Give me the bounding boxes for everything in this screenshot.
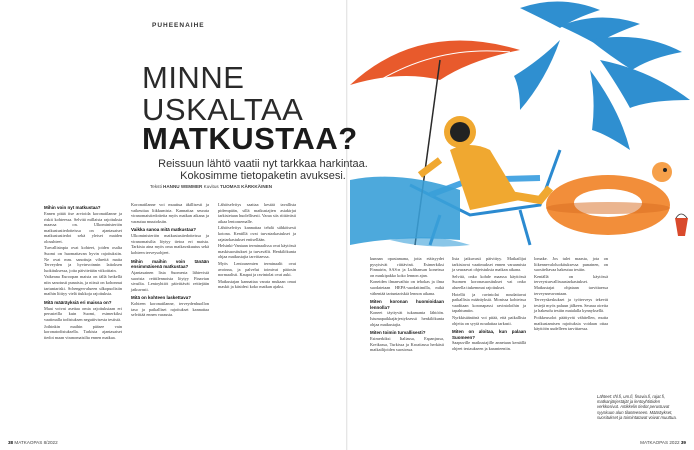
body-paragraph: Ulkoministeriön matkustustiedotteissa ja viranomaisilta löytyy tietoa eri maista. Tarkista aina myös oma matkavakuutus sekä kohteen terveysohjeet.: [131, 233, 209, 256]
body-paragraph: Koneiden ilmanvaihto on tehokas ja ilma suodatetaan HEPA-suodattimilla, mikä vähentää tartuntariskiä lennon aikana.: [370, 279, 444, 296]
palm-leaves: [514, 1, 690, 150]
subheading: Miten on aloitaa, kun palaan Suomeen?: [452, 329, 526, 340]
section-label: PUHEENAIHE: [152, 22, 205, 29]
body-column-6: [534, 256, 608, 333]
subheading: Vaikka sanoa mitä matkustaa?: [131, 227, 197, 233]
body-paragraph: Selvitä, onko kohde maassa käyttössä Suomen koronasuositukset vai onko alueella tiukemmat rajoitukset.: [452, 273, 526, 290]
body-paragraph: Lähtöselvitys saattaa kestää tavallista pidempään, sillä matkustajien asiakirjat tarkistetaan huolellisesti. Varaa siis riittävästi aikaa lentoasemalle.: [218, 202, 296, 224]
subheading: Mitä määräyksiä eri maissa on?: [44, 299, 112, 305]
folio-left: [8, 440, 58, 445]
byline-author: HANNU WEMMER: [163, 184, 203, 189]
subheading: Mihin maihin voin tänään ensimmäisenä matkustaa?: [131, 258, 209, 270]
subheading: Mihin voin nyt matkustaa?: [44, 205, 101, 210]
body-paragraph: Turvallisinpia ovat kohteet, joiden osalta Suomi on huomattavan hyvin rajoituksiin. Ne ovat mm. sanottuja vihreitä maita Terveyden ja hyvinvoinnin laitoksen luokituksessa, joita päivitetään viikoittain.: [44, 245, 122, 273]
body-paragraph: Matkustajan kannattaa varata mukaan omat maskit ja käsidesi koko matkan ajaksi.: [218, 278, 296, 290]
byline-text-label: Teksti: [150, 184, 162, 189]
subheading: Mitä on kohteen laskettava?: [131, 295, 192, 301]
body-paragraph: Helsinki-Vantaan terminaalissa ovat käytössä maskisuositukset ja turvavälit. Henkilökunta ohjaa matkustajia tarvittaessa.: [218, 243, 296, 260]
swim-ring: [546, 162, 672, 235]
headline-line-2: USKALTAA: [142, 92, 304, 127]
body-paragraph: Poikkeusolot päättyvät vähitellen, mutta matkustamisen rajoituksia voidaan ottaa käyttöön uudelleen tarvittaessa.: [534, 314, 608, 332]
body-column-3: [218, 202, 296, 291]
issue-left: 8/2022: [43, 440, 58, 445]
body-paragraph: Esimerkiksi Italiassa, Espanjassa, Kreikassa, Turkissa ja Kroatiassa herkästi matkailijoiden suosiossa.: [370, 336, 444, 353]
body-paragraph: Ajantasainen lista Suomesta lähtevistä suorista reittilennoista löytyy Finavian sivuilta. Lentoyhtiöt päivittävät reittejään jatkuvasti.: [131, 269, 209, 292]
body-column-4: [370, 256, 444, 354]
body-column-2: [131, 202, 209, 319]
body-paragraph: Joihinkin maihin pääsee vain koronatodistuksella. Tarkista ajantasaiset tiedot maan viranomaisilta ennen matkaa.: [44, 323, 122, 340]
page-number-right: 39: [680, 440, 686, 445]
sources-caption: Lähteet: thl.fi, um.fi, finavia.fi, rajat.fi, matkanjärjestäjät ja lentoyhtiöiden verkkosivut. Artikkelin tiedot perustuvat syyskuun alun tilanteeseen. Määräykset, suositukset ja toimintatavat voivat muuttua.: [597, 394, 677, 420]
body-paragraph: Ennen pitää itse arvioida koronatilanne ja riskit kohteessa. Selvitä millaista rajoituksia maassa on. Ulkoministeriön matkustustiedotteissa on ajantasaiset matkustustiedot sekä yleiset maiden olosuhteet.: [44, 210, 122, 244]
body-paragraph: Saapuville matkustajille annetaan kentällä ohjeet testaukseen ja karanteeniin.: [452, 340, 526, 352]
body-paragraph: Kohteen koronatilanne, terveydenhuollon taso ja paikalliset rajoitukset kannattaa selvittää ennen varausta.: [131, 301, 209, 318]
body-paragraph: Vaikeana Euroopan maista on tällä hetkellä niin sanotusti punaisia, ja niissä on kohonnut tartuntariski. Schengen-alueen ulkopuolisiin maihin liittyy vielä tiukkoja rajoituksia.: [44, 274, 122, 297]
headline-line-1: MINNE: [142, 60, 245, 95]
body-paragraph: Koronatilanne voi muuttua äkillisesti ja vaikeuttaa liikkumista. Kannattaa seurata viranomaistiedotteita myös matkan aikana ja varautua muutoksiin.: [131, 202, 209, 224]
body-paragraph: Nyrkkisääntönä voi pitää, että paikallisia ohjeita on syytä noudattaa tarkasti.: [452, 314, 526, 326]
folio-right: [640, 440, 686, 445]
bucket-icon: [675, 214, 688, 236]
body-paragraph: Lähtöselvitys kannattaa tehdä sähköisesti kotona. Kentillä ovat turvatarkastukset ja rajatarkastukset entisellään.: [218, 225, 296, 242]
page-number-left: 38: [8, 440, 14, 445]
body-paragraph: lomake. Jos tulet maasta, jota on liikennevaloluokituksessa punainen, on suositeltavaa hakeutua testiin.: [534, 256, 608, 273]
headline-line-3: MATKUSTAA?: [142, 121, 358, 156]
lead-paragraph: Reissuun lähtö vaatii nyt tarkkaa harkintaa. Kokosimme tietopaketin avuksesi.: [158, 158, 368, 182]
magazine-name-right: MATKAOPAS: [640, 440, 669, 445]
body-paragraph: Maat voivat asettaa omia rajoituksiaan eri perusteilla kuin Suomi, esimerkiksi vaatimalla todistuksen negatiivisesta testistä.: [44, 305, 122, 322]
subheading: Miten koronan huomioidaan lennolla?: [370, 299, 444, 310]
subheading: Miten toimin turvallisesti?: [370, 330, 426, 336]
byline-illus-label: Kuvitus: [203, 184, 219, 189]
body-paragraph: Terveyskeskukset ja työterveys tekevät testejä myös paluun jälkeen. Seuraa oireita ja hakeudu testiin matalalla kynnyksellä.: [534, 297, 608, 314]
body-column-1: [44, 202, 122, 341]
byline: [150, 184, 272, 189]
byline-illustrator: TUOMAS KÄRKKÄINEN: [219, 184, 273, 189]
body-paragraph: Kentällä on käytössä terveysturvallisuustarkastukset. Matkustajat ohjataan tarvittaessa terveysneuvontaan.: [534, 273, 608, 296]
body-column-5: [452, 256, 526, 353]
body-paragraph: Myös Lentoasemien terminaalit ovat avoinna, ja palvelut toimivat pääosin normaalisti. Kaupat ja ravintolat ovat auki.: [218, 260, 296, 278]
body-paragraph: lista jatkuvasti päivittyy. Matkailijat tarkistavat vaatimukset ennen varaamista ja seuraavat ohjeistuksia matkan aikana.: [452, 256, 526, 273]
issue-right: 2022: [669, 440, 680, 445]
body-paragraph: kunnan opastamana, jotta etäisyydet pysyisivät riittävinä. Esimerkiksi Finnairin, SAS:n ja Lufthansan koneissa on maskipakko koko lennon ajan.: [370, 256, 444, 278]
magazine-name-left: MATKAOPAS: [14, 440, 43, 445]
body-paragraph: Hotellit ja ravintolat noudattavat paikallisia määräyksiä. Monissa kohteissa vaaditaan koronapassi ravintoloihin ja tapahtumiin.: [452, 291, 526, 314]
body-paragraph: Koneet täyttyvät tukamanta lähtöön. Istumapaikkajärjestyksessä henkilökunta ohjaa matkustajia.: [370, 310, 444, 327]
